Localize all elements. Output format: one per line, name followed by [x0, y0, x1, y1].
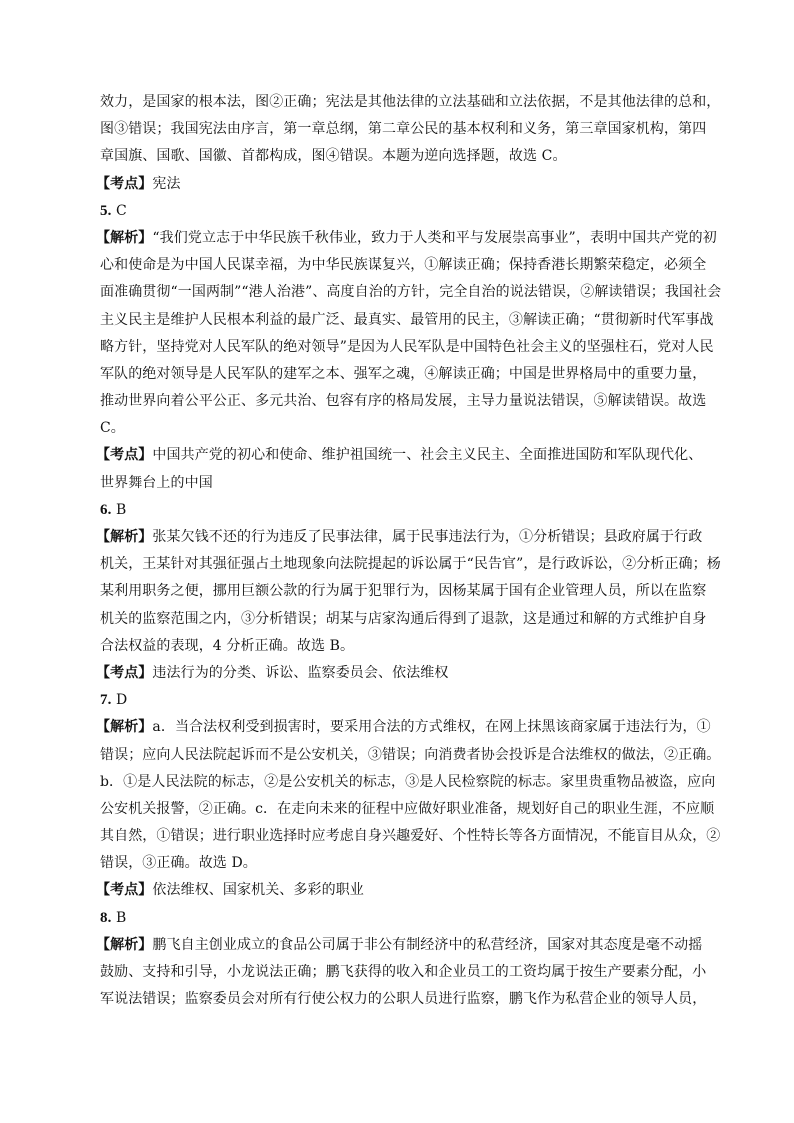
jiexi-line: 合法权益的表现，4 分析正确。故选 B。 — [100, 637, 355, 654]
kaodian-line: 世界舞台上的中国 — [100, 474, 213, 491]
jiexi-label: 【解析】 — [96, 936, 153, 953]
question-number: 7. — [100, 692, 112, 709]
jiexi-line: 军队的绝对领导是人民军队的建军之本、强军之魂，④解读正确；中国是世界格局中的重要力量， — [100, 365, 707, 382]
intro-line: 效力，是国家的根本法，图②正确；宪法是其他法律的立法基础和立法依据，不是其他法律的总和， — [100, 94, 721, 110]
jiexi-line: 错误，③正确。故选 D。 — [100, 855, 257, 872]
jiexi-line: 【解析】张某欠钱不还的行为违反了民事法律，属于民事违法行为，①分析错误；县政府属于行政 — [96, 529, 703, 545]
jiexi-label: 【解析】 — [96, 229, 153, 246]
kaodian-line: 【考点】依法维权、国家机关、多彩的职业 — [96, 882, 364, 899]
kaodian-label: 【考点】 — [96, 447, 153, 464]
jiexi-line: 错误；应向人民法院起诉而不是公安机关，③错误；向消费者协会投诉是合法维权的做法，②正确。 — [100, 746, 721, 763]
jiexi-line: 【解析】鹏飞自主创业成立的食品公司属于非公有制经济中的私营经济，国家对其态度是毫不动摇 — [96, 936, 703, 953]
answer-letter: B — [116, 501, 127, 518]
question-number: 5. — [100, 202, 112, 219]
question-number: 8. — [100, 909, 112, 926]
kaodian-label: 【考点】 — [96, 664, 153, 681]
intro-line: 图③错误；我国宪法由序言，第一章总纲，第二章公民的基本权利和义务，第三章国家机构，第四 — [100, 121, 707, 138]
jiexi-line: 机关，王某针对其强征强占土地现象向法院提起的诉讼属于“民告官”，是行政诉讼，②分析正确；杨 — [100, 556, 721, 573]
jiexi-line: 心和使命是为中国人民谋幸福，为中华民族谋复兴，①解读正确；保持香港长期繁荣稳定，必须全 — [100, 257, 707, 274]
jiexi-label: 【解析】 — [96, 529, 153, 545]
question-number: 6. — [100, 501, 112, 518]
jiexi-line: 主义民主是维护人民根本利益的最广泛、最真实、最管用的民主，③解读正确；“贯彻新时代军事战 — [100, 311, 714, 328]
question-6-answer — [100, 497, 700, 524]
jiexi-line: 【解析】“我们党立志于中华民族千秋伟业，致力于人类和平与发展崇高事业”，表明中国共产党的初 — [96, 229, 717, 246]
question-8-answer — [100, 905, 700, 932]
kaodian-label: 【考点】 — [96, 175, 153, 192]
intro-line: 章国旗、国歌、国徽、首都构成，图④错误。本题为逆向选择题，故选 C。 — [100, 148, 567, 165]
answer-letter: D — [116, 692, 128, 709]
question-5-answer — [100, 198, 700, 225]
jiexi-line: 鼓励、支持和引导，小龙说法正确；鹏飞获得的收入和企业员工的工资均属于按生产要素分配，小 — [100, 964, 707, 980]
jiexi-line: 【解析】a．当合法权利受到损害时，要采用合法的方式维权，在网上抹黑该商家属于违法行为，① — [96, 719, 711, 736]
jiexi-line: 机关的监察范围之内，③分析错误；胡某与店家沟通后得到了退款，这是通过和解的方式维护自身 — [100, 610, 707, 627]
kaodian-line: 【考点】违法行为的分类、诉讼、监察委员会、依法维权 — [96, 664, 449, 681]
intro-kaodian — [96, 171, 700, 198]
kaodian-text: 宪法 — [152, 175, 181, 192]
jiexi-line: 某利用职务之便，挪用巨额公款的行为属于犯罪行为，因杨某属于国有企业管理人员，所以在监察 — [100, 583, 707, 600]
jiexi-line: 公安机关报警，②正确。c．在走向未来的征程中应做好职业准备，规划好自己的职业生涯，不应顺 — [100, 800, 715, 817]
jiexi-line: b．①是人民法院的标志，②是公安机关的标志，③是人民检察院的标志。家里贵重物品被盗，应向 — [100, 773, 716, 790]
answer-letter: B — [116, 909, 127, 926]
jiexi-line: 略方针，坚持党对人民军队的绝对领导”是因为人民军队是中国特色社会主义的坚强柱石，党对人民 — [100, 338, 714, 355]
kaodian-line: 【考点】中国共产党的初心和使命、维护祖国统一、社会主义民主、全面推进国防和军队现代化、 — [96, 447, 703, 464]
jiexi-line: 推动世界向着公平公正、多元共治、包容有序的格局发展，主导力量说法错误，⑤解读错误。故选 — [100, 393, 707, 410]
question-7-answer — [100, 687, 700, 714]
jiexi-line: C。 — [100, 420, 125, 437]
jiexi-label: 【解析】 — [96, 719, 153, 736]
answer-document — [96, 89, 722, 1013]
jiexi-line: 其自然，①错误；进行职业选择时应考虑自身兴趣爱好、个性特长等各方面情况，不能盲目从众，② — [100, 828, 721, 845]
jiexi-line: 军说法错误；监察委员会对所有行使公权力的公职人员进行监察，鹏飞作为私营企业的领导人员， — [100, 991, 707, 1008]
kaodian-label: 【考点】 — [96, 882, 153, 899]
answer-letter: C — [116, 202, 127, 219]
jiexi-line: 面准确贯彻“一国两制”“港人治港”、高度自治的方针，完全自治的说法错误，②解读错误；我国社会 — [100, 284, 722, 301]
